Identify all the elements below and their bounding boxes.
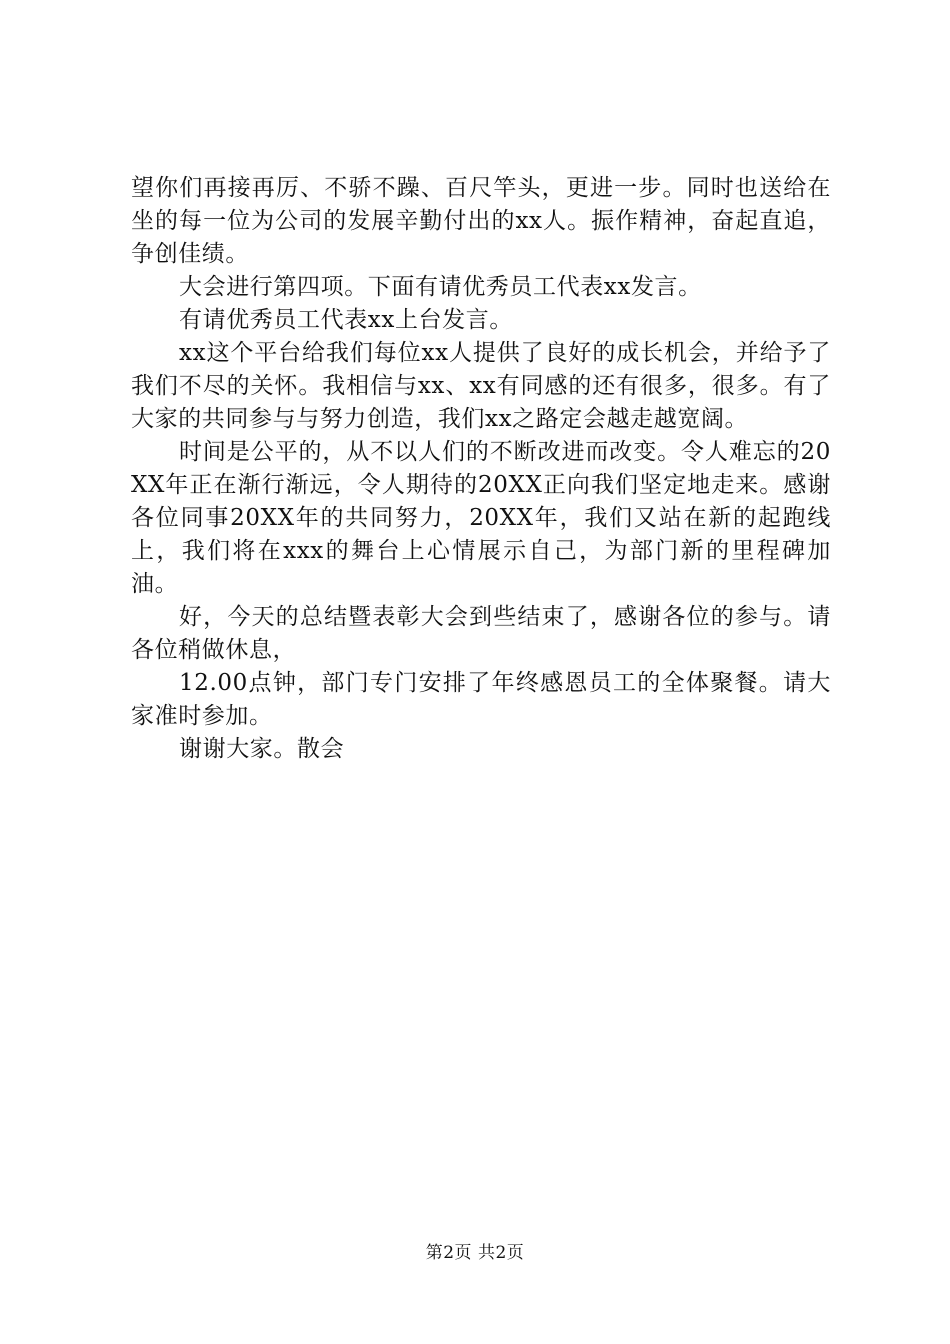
paragraph-continuation: 望你们再接再厉、不骄不躁、百尺竿头，更进一步。同时也送给在坐的每一位为公司的发展辛勤付出的xx人。振作精神，奋起直追，争创佳绩。: [131, 175, 831, 267]
paragraph-dinner-notice: 12.00点钟，部门专门安排了年终感恩员工的全体聚餐。请大家准时参加。: [131, 670, 831, 729]
paragraph-invite-speaker: 有请优秀员工代表xx上台发言。: [179, 307, 513, 333]
document-body: [131, 172, 831, 766]
paragraph-time-is-fair: 时间是公平的，从不以人们的不断改进而改变。令人难忘的20XX年正在渐行渐远，令人期待的20XX正向我们坚定地走来。感谢各位同事20XX年的共同努力，20XX年，我们又站在新的起跑线上，我们将在xxx的舞台上心情展示自己，为部门新的里程碑加油。: [131, 439, 831, 597]
paragraph-platform-speech: xx这个平台给我们每位xx人提供了良好的成长机会，并给予了我们不尽的关怀。我相信与xx、xx有同感的还有很多，很多。有了大家的共同参与与努力创造，我们xx之路定会越走越宽阔。: [131, 340, 831, 432]
paragraph-adjourn: 谢谢大家。散会: [179, 736, 345, 762]
paragraph-agenda-item-four: 大会进行第四项。下面有请优秀员工代表xx发言。: [179, 274, 702, 300]
paragraph-meeting-close: 好，今天的总结暨表彰大会到些结束了，感谢各位的参与。请各位稍做休息，: [131, 604, 831, 663]
page-number-footer: 第2页 共2页: [425, 1243, 525, 1263]
